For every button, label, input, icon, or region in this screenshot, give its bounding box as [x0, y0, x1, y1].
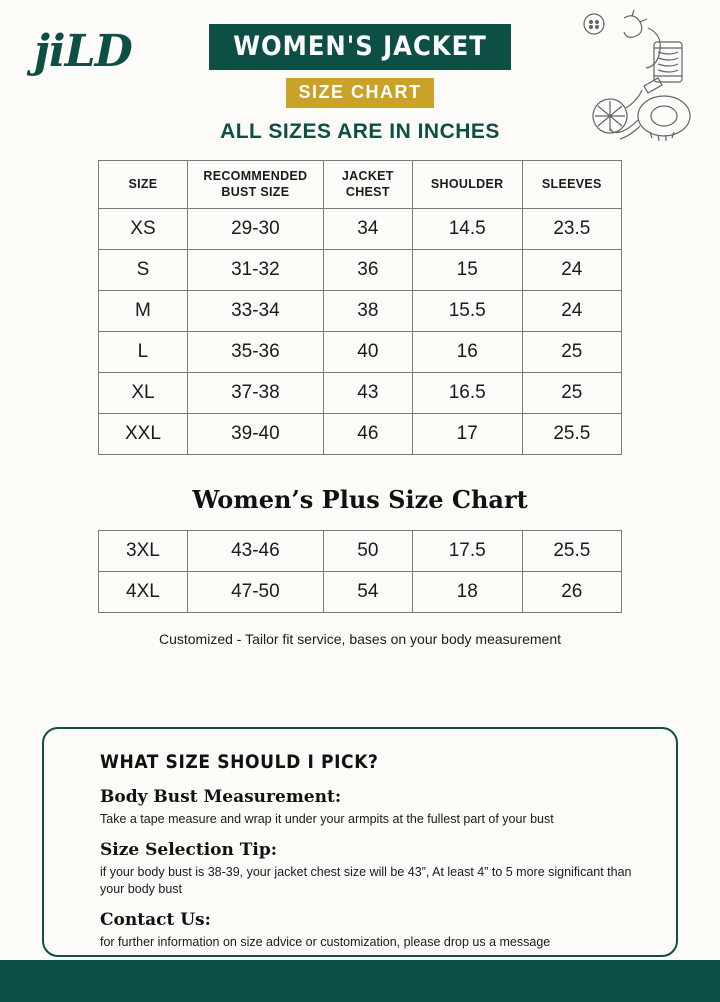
table-header-row	[99, 161, 622, 209]
cell-size: 4XL	[99, 572, 188, 613]
cell-sleeves: 23.5	[522, 209, 621, 250]
sewing-supplies-illustration	[562, 8, 702, 158]
main-table-wrap	[0, 160, 720, 647]
info-section-title-contact: Contact Us:	[100, 909, 211, 930]
info-section-title-size-tip: Size Selection Tip:	[100, 839, 278, 860]
column-header-recommended-bust-size: RECOMMENDED BUST SIZE	[187, 161, 323, 209]
cell-size: XS	[99, 209, 188, 250]
cell-bust: 29-30	[187, 209, 323, 250]
cell-chest: 34	[323, 209, 412, 250]
page-header	[0, 0, 720, 160]
cell-size: XXL	[99, 414, 188, 455]
cell-chest: 46	[323, 414, 412, 455]
brand-logo: jiLD	[34, 26, 132, 77]
cell-chest: 54	[323, 572, 412, 613]
cell-chest: 40	[323, 332, 412, 373]
cell-chest: 50	[323, 531, 412, 572]
info-section-body-contact: for further information on size advice or customization, please drop us a message	[100, 934, 551, 949]
cell-sleeves: 26	[522, 572, 621, 613]
cell-shoulder: 15.5	[412, 291, 522, 332]
cell-size: 3XL	[99, 531, 188, 572]
table-row	[99, 250, 622, 291]
cell-chest: 43	[323, 373, 412, 414]
cell-shoulder: 14.5	[412, 209, 522, 250]
cell-sleeves: 25	[522, 373, 621, 414]
table-row	[99, 209, 622, 250]
cell-sleeves: 25.5	[522, 414, 621, 455]
customized-note: Customized - Tailor fit service, bases on your body measurement	[158, 631, 562, 648]
info-box-heading: WHAT SIZE SHOULD I PICK?	[100, 751, 379, 773]
cell-size: L	[99, 332, 188, 373]
cell-size: S	[99, 250, 188, 291]
cell-bust: 35-36	[187, 332, 323, 373]
page-title: WOMEN'S JACKET	[209, 24, 511, 70]
cell-shoulder: 18	[412, 572, 522, 613]
info-section-body-size-tip: if your body bust is 38-39, your jacket chest size will be 43”, At least 4” to 5 more significant than your body bust	[100, 864, 632, 896]
size-chart-table	[98, 160, 622, 455]
size-advice-box	[42, 727, 678, 957]
plus-size-chart-table	[98, 530, 622, 613]
footer-bar	[0, 960, 720, 1002]
column-header-sleeves: SLEEVES	[522, 161, 621, 209]
cell-sleeves: 24	[522, 291, 621, 332]
cell-sleeves: 24	[522, 250, 621, 291]
cell-bust: 37-38	[187, 373, 323, 414]
table-row	[99, 373, 622, 414]
cell-shoulder: 15	[412, 250, 522, 291]
table-row	[99, 572, 622, 613]
cell-chest: 36	[323, 250, 412, 291]
cell-bust: 43-46	[187, 531, 323, 572]
cell-bust: 47-50	[187, 572, 323, 613]
table-row	[99, 531, 622, 572]
column-header-size: SIZE	[99, 161, 188, 209]
cell-shoulder: 16.5	[412, 373, 522, 414]
info-section-title-body-bust: Body Bust Measurement:	[100, 787, 342, 807]
column-header-shoulder: SHOULDER	[412, 161, 522, 209]
cell-shoulder: 17.5	[412, 531, 522, 572]
cell-chest: 38	[323, 291, 412, 332]
cell-sleeves: 25.5	[522, 531, 621, 572]
cell-shoulder: 17	[412, 414, 522, 455]
info-section-body-body-bust: Take a tape measure and wrap it under your armpits at the fullest part of your bust	[100, 812, 554, 826]
cell-bust: 39-40	[187, 414, 323, 455]
cell-size: M	[99, 291, 188, 332]
page-subtitle: SIZE CHART	[286, 78, 434, 108]
cell-shoulder: 16	[412, 332, 522, 373]
units-note: ALL SIZES ARE IN INCHES	[220, 120, 500, 143]
table-row	[99, 291, 622, 332]
cell-sleeves: 25	[522, 332, 621, 373]
cell-size: XL	[99, 373, 188, 414]
column-header-jacket-chest: JACKET CHEST	[323, 161, 412, 209]
table-row	[99, 414, 622, 455]
cell-bust: 31-32	[187, 250, 323, 291]
table-row	[99, 332, 622, 373]
plus-size-title: Women’s Plus Size Chart	[192, 485, 528, 515]
cell-bust: 33-34	[187, 291, 323, 332]
